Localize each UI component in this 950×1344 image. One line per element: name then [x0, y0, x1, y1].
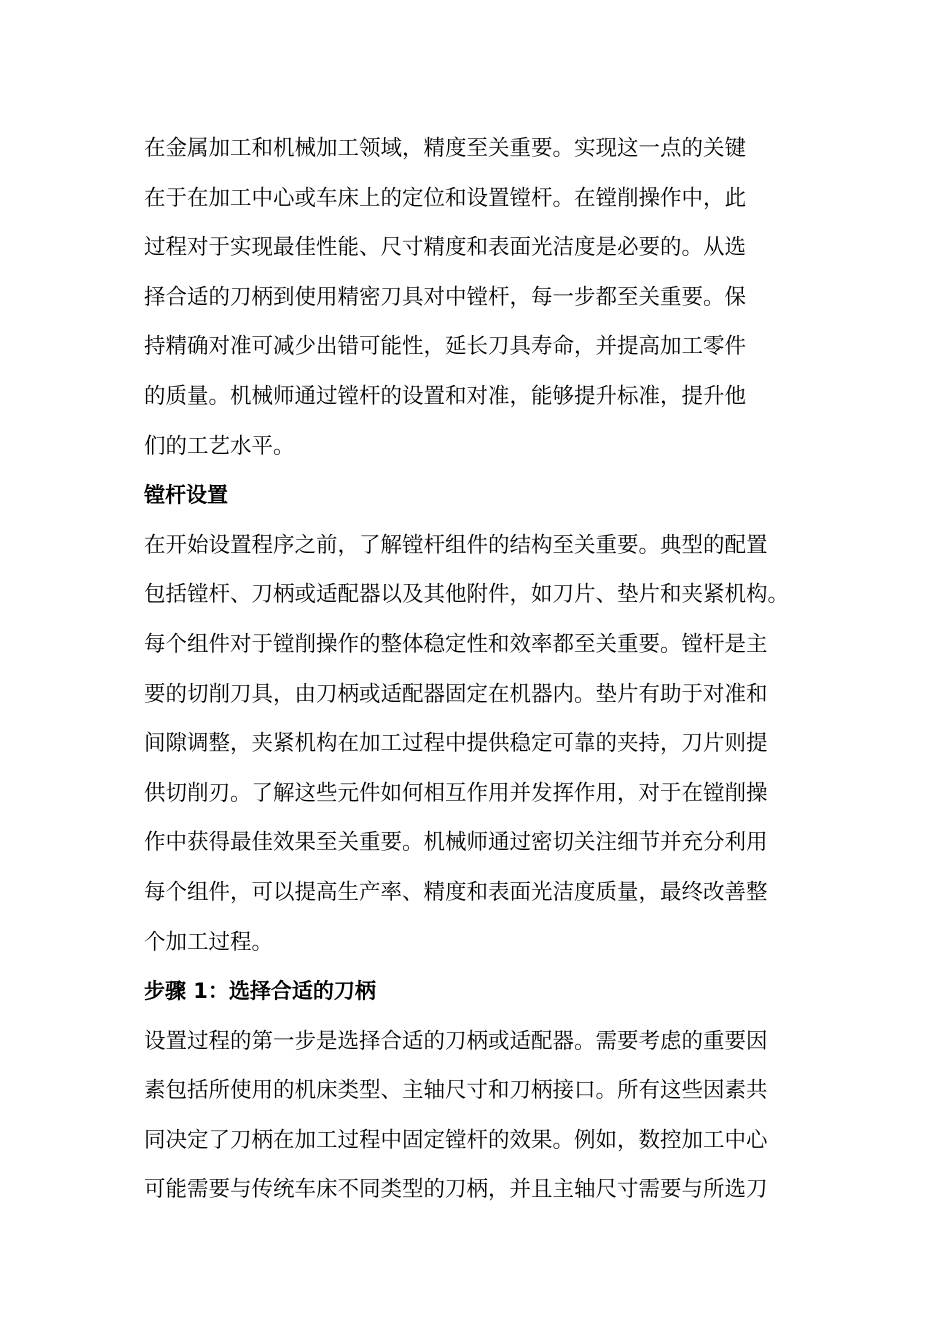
- paragraph-line: 作中获得最佳效果至关重要。机械师通过密切关注细节并充分利用: [144, 830, 768, 856]
- paragraph-line: 设置过程的第一步是选择合适的刀柄或适配器。需要考虑的重要因: [144, 1028, 768, 1054]
- paragraph-line: 的质量。机械师通过镗杆的设置和对准，能够提升标准，提升他: [144, 383, 747, 409]
- document-body: [144, 124, 814, 1215]
- section-heading-boring-bar-setup: 镗杆设置: [144, 483, 228, 508]
- paragraph-line: 在于在加工中心或车床上的定位和设置镗杆。在镗削操作中，此: [144, 185, 747, 211]
- paragraph-line: 供切削刃。了解这些元件如何相互作用并发挥作用，对于在镗削操: [144, 780, 768, 806]
- section2-paragraph: [144, 1017, 814, 1215]
- paragraph-line: 间隙调整，夹紧机构在加工过程中提供稳定可靠的夹持，刀片则提: [144, 731, 768, 757]
- paragraph-line: 们的工艺水平。: [144, 433, 295, 459]
- section-heading-step-1: 步骤 1：选择合适的刀柄: [144, 979, 376, 1004]
- paragraph-line: 在金属加工和机械加工领域，精度至关重要。实现这一点的关键: [144, 136, 747, 161]
- section1-paragraph: [144, 521, 814, 967]
- paragraph-line: 素包括所使用的机床类型、主轴尺寸和刀柄接口。所有这些因素共: [144, 1078, 768, 1104]
- intro-paragraph: [144, 124, 814, 471]
- paragraph-line: 过程对于实现最佳性能、尺寸精度和表面光洁度是必要的。从选: [144, 235, 747, 261]
- paragraph-line: 包括镗杆、刀柄或适配器以及其他附件，如刀片、垫片和夹紧机构。: [144, 582, 790, 608]
- paragraph-line: 个加工过程。: [144, 929, 274, 955]
- paragraph-line: 持精确对准可减少出错可能性，延长刀具寿命，并提高加工零件: [144, 334, 747, 360]
- paragraph-line: 在开始设置程序之前，了解镗杆组件的结构至关重要。典型的配置: [144, 532, 768, 558]
- paragraph-line: 择合适的刀柄到使用精密刀具对中镗杆，每一步都至关重要。保: [144, 284, 747, 310]
- paragraph-line: 同决定了刀柄在加工过程中固定镗杆的效果。例如，数控加工中心: [144, 1127, 768, 1153]
- paragraph-line: 可能需要与传统车床不同类型的刀柄，并且主轴尺寸需要与所选刀: [144, 1177, 768, 1203]
- paragraph-line: 每个组件，可以提高生产率、精度和表面光洁度质量，最终改善整: [144, 879, 768, 905]
- paragraph-line: 每个组件对于镗削操作的整体稳定性和效率都至关重要。镗杆是主: [144, 631, 768, 657]
- paragraph-line: 要的切削刀具，由刀柄或适配器固定在机器内。垫片有助于对准和: [144, 681, 768, 707]
